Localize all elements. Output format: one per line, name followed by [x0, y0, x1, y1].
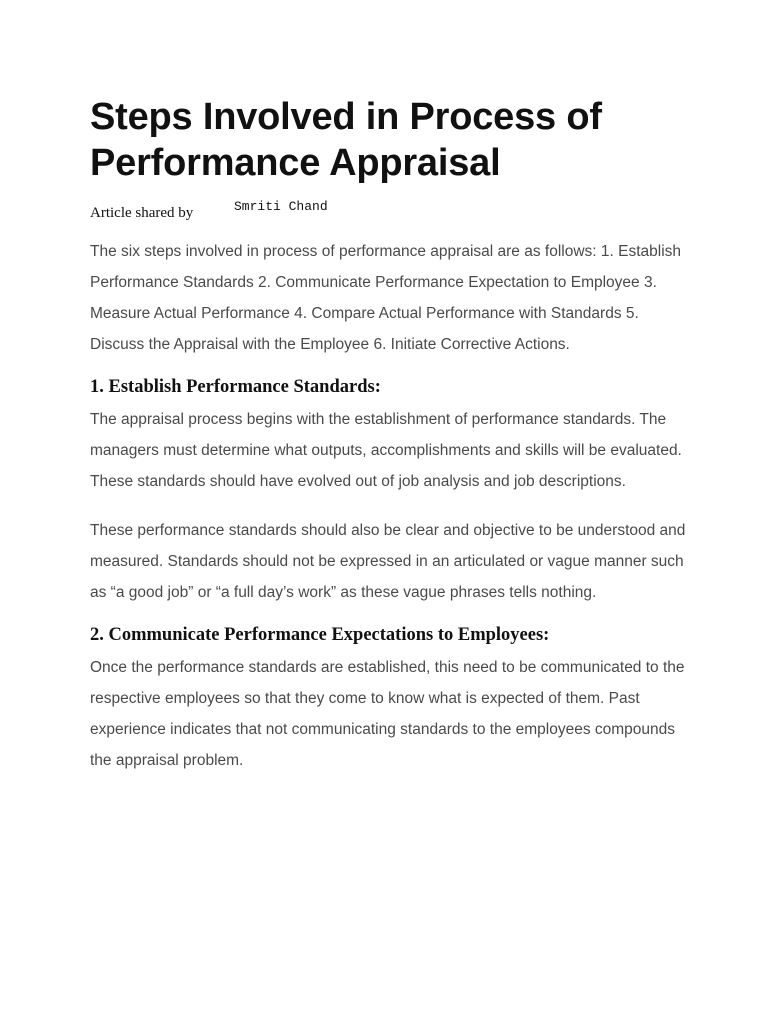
section-heading-2: 2. Communicate Performance Expectations to Employees:	[90, 625, 550, 645]
page-title: Steps Involved in Process of Performance Appraisal	[90, 96, 602, 184]
article	[90, 94, 690, 776]
section-1-paragraph-1: The appraisal process begins with the establishment of performance standards. The managers must determine what outputs, accomplishments and skills will be evaluated. These standards should have evolved out of job analysis and job descriptions.	[90, 411, 682, 490]
author-name: Smriti Chand	[234, 199, 328, 214]
section-1-paragraph-2: These performance standards should also be clear and objective to be understood and measured. Standards should not be expressed in an articulated or vague manner such as “a good job” or “a full day’s work” as these vague phrases tells nothing.	[90, 522, 686, 601]
byline	[90, 200, 690, 224]
byline-label: Article shared by	[90, 205, 194, 221]
section-heading-1: 1. Establish Performance Standards:	[90, 377, 381, 397]
section-2-paragraph-1: Once the performance standards are established, this need to be communicated to the respective employees so that they come to know what is expected of them. Past experience indicates that not communicating standards to the employees compounds the appraisal problem.	[90, 659, 685, 769]
intro-paragraph: The six steps involved in process of performance appraisal are as follows: 1. Establish Performance Standards 2. Communicate Performance Expectation to Employee 3. Measure Actual Performance 4. Compare Actual Performance with Standards 5. Discuss the Appraisal with the Employee 6. Initiate Corrective Actions.	[90, 243, 682, 353]
